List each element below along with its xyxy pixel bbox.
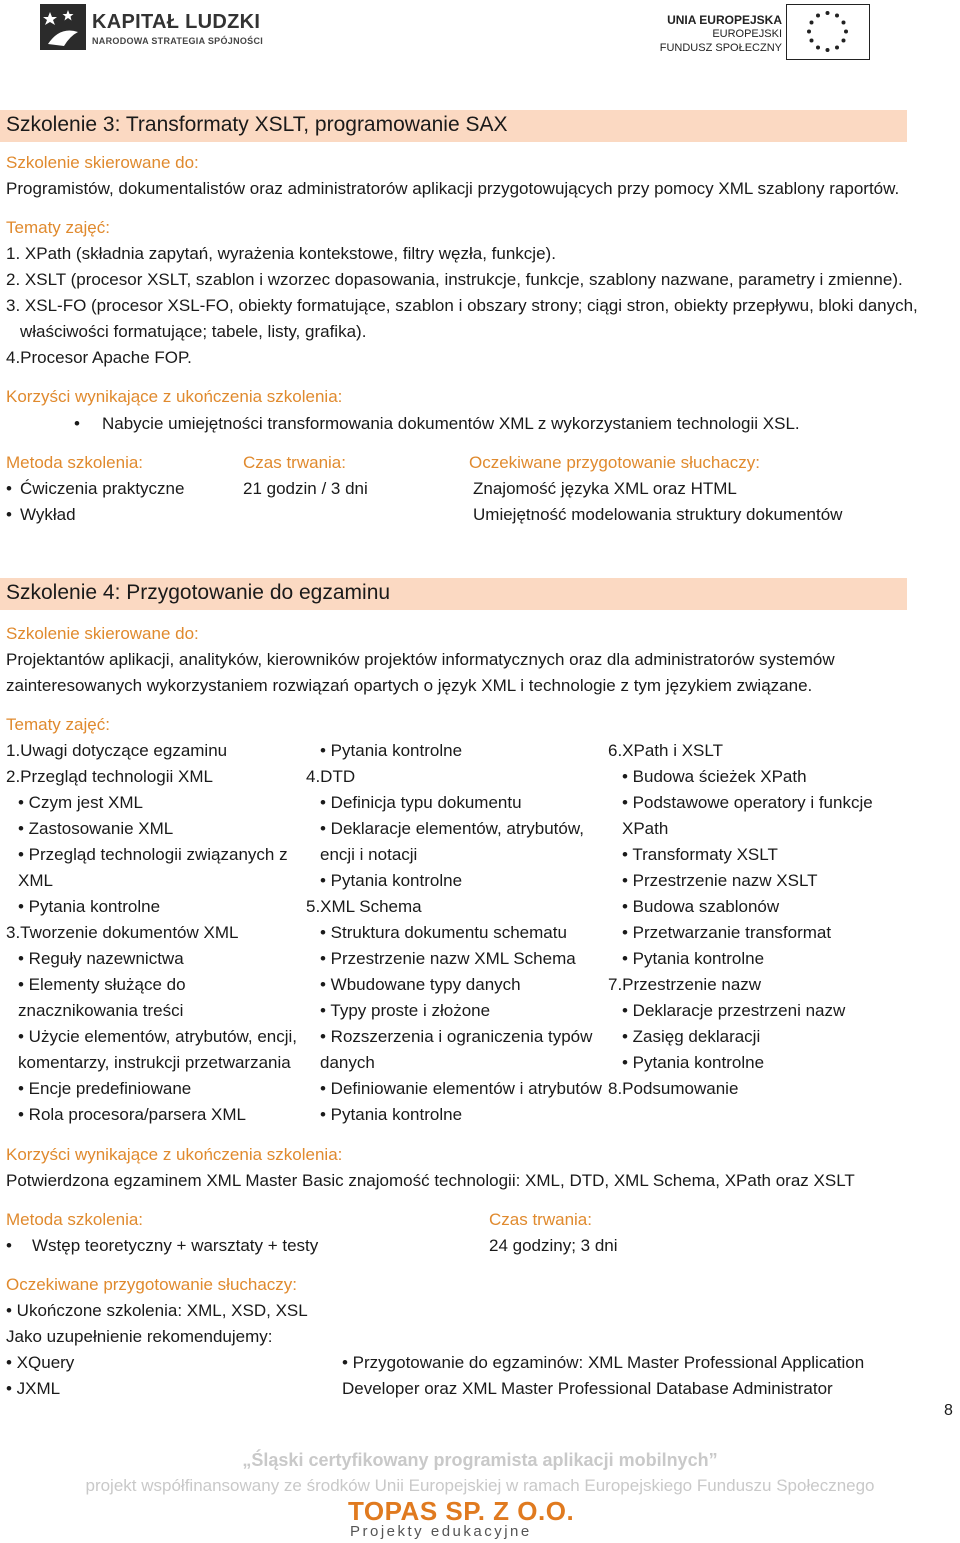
eu-line1: UNIA EUROPEJSKA — [667, 13, 782, 27]
topic-item: • Pytania kontrolne — [18, 897, 161, 916]
topas-logo-subtitle: Projekty edukacyjne — [350, 1523, 532, 1540]
s3-method-2: Wykład — [20, 505, 76, 524]
s3-duration-label: Czas trwania: — [243, 453, 346, 472]
s4-audience-line1: Projektantów aplikacji, analityków, kierowników projektów informatycznych oraz dla administratorów systemów — [6, 650, 835, 669]
section3-title-band — [0, 110, 907, 142]
topic-item: • Przegląd technologii związanych z — [18, 845, 288, 864]
s3-method-bullet-2: • — [6, 505, 12, 524]
footer-project-title: „Śląski certyfikowany programista aplikacji mobilnych” — [242, 1450, 718, 1470]
topic-item: • Reguły nazewnictwa — [18, 949, 184, 968]
topic-item: • Pytania kontrolne — [622, 949, 765, 968]
topic-item: 3.Tworzenie dokumentów XML — [6, 923, 239, 942]
s3-benefit-bullet: • — [74, 414, 80, 433]
s4-rec-left-2: • JXML — [6, 1379, 61, 1398]
topic-item: 7.Przestrzenie nazw — [608, 975, 762, 994]
topic-item: • Transformaty XSLT — [622, 845, 778, 864]
s3-topics-label: Tematy zajęć: — [6, 218, 110, 237]
topic-item: • Pytania kontrolne — [320, 871, 463, 890]
s4-audience-line2: zainteresowanych wykorzystaniem rozwiązań opartych o język XML i technologie z tym językiem związane. — [6, 676, 813, 695]
left-logo-subtitle: NARODOWA STRATEGIA SPÓJNOŚCI — [92, 36, 264, 46]
topic-item: komentarzy, instrukcji przetwarzania — [18, 1053, 291, 1072]
s4-method-label: Metoda szkolenia: — [6, 1210, 144, 1229]
s3-audience: Programistów, dokumentalistów oraz administratorów aplikacji przygotowujących przy pomocy XML szablony raportów. — [6, 179, 900, 198]
kapital-ludzki-logo — [40, 4, 275, 56]
s4-rec-right-1: • Przygotowanie do egzaminów: XML Master Professional Application — [342, 1353, 865, 1372]
topic-item: • Rola procesora/parsera XML — [18, 1105, 246, 1124]
section4-title: Szkolenie 4: Przygotowanie do egzaminu — [6, 581, 391, 604]
s3-topic-3: 3. XSL-FO (procesor XSL-FO, obiekty formatujące, szablon i obszary strony; ciągi stron, obiekty przepływu, bloki danych, — [6, 296, 918, 315]
s3-duration: 21 godzin / 3 dni — [243, 479, 368, 498]
topic-item: • Encje predefiniowane — [18, 1079, 192, 1098]
topic-item: • Definiowanie elementów i atrybutów — [320, 1079, 602, 1098]
s4-topics-label: Tematy zajęć: — [6, 715, 110, 734]
s4-prereq: • Ukończone szkolenia: XML, XSD, XSL — [6, 1301, 308, 1320]
topic-item: • Wbudowane typy danych — [320, 975, 521, 994]
s4-recommend-label: Jako uzupełnienie rekomendujemy: — [6, 1327, 273, 1346]
topic-item: 2.Przegląd technologii XML — [6, 767, 213, 786]
section4-title-band — [0, 578, 907, 610]
s3-method-1: Ćwiczenia praktyczne — [20, 479, 185, 498]
s3-prereq-2: Umiejętność modelowania struktury dokumentów — [473, 505, 843, 524]
s4-method-bullet: • — [6, 1236, 12, 1255]
topic-item: • Zasięg deklaracji — [622, 1027, 761, 1046]
eu-flag-icon — [786, 4, 870, 60]
eu-line3: FUNDUSZ SPOŁECZNY — [659, 42, 782, 54]
topic-item: XPath — [622, 819, 669, 838]
topic-item: 6.XPath i XSLT — [608, 741, 723, 760]
s4-benefit: Potwierdzona egzaminem XML Master Basic znajomość technologii: XML, DTD, XML Schema, XPath oraz XSLT — [6, 1171, 855, 1190]
s3-topic-4: 4.Procesor Apache FOP. — [6, 348, 192, 367]
topic-item: • Deklaracje przestrzeni nazw — [622, 1001, 846, 1020]
left-logo-title: KAPITAŁ LUDZKI — [92, 11, 261, 33]
s4-benefits-label: Korzyści wynikające z ukończenia szkolenia: — [6, 1145, 343, 1164]
topic-item: • Deklaracje elementów, atrybutów, — [320, 819, 584, 838]
s3-benefit: Nabycie umiejętności transformowania dokumentów XML z wykorzystaniem technologii XSL. — [102, 414, 800, 433]
section3-title: Szkolenie 3: Transformaty XSLT, programowanie SAX — [6, 113, 508, 136]
s3-audience-label: Szkolenie skierowane do: — [6, 153, 199, 172]
s3-prereq-label: Oczekiwane przygotowanie słuchaczy: — [469, 453, 761, 472]
topic-item: 4.DTD — [306, 767, 356, 786]
topic-item: • Budowa szablonów — [622, 897, 780, 916]
s3-method-label: Metoda szkolenia: — [6, 453, 144, 472]
s3-topic-1: 1. XPath (składnia zapytań, wyrażenia kontekstowe, filtry węzła, funkcje). — [6, 244, 556, 263]
topic-item: • Struktura dokumentu schematu — [320, 923, 567, 942]
topic-item: • Czym jest XML — [18, 793, 143, 812]
s4-duration: 24 godziny; 3 dni — [489, 1236, 618, 1255]
s4-method: Wstęp teoretyczny + warsztaty + testy — [32, 1236, 319, 1255]
topic-item: • Przetwarzanie transformat — [622, 923, 832, 942]
s4-audience-label: Szkolenie skierowane do: — [6, 624, 199, 643]
topic-item: danych — [320, 1053, 375, 1072]
s4-prereq-label: Oczekiwane przygotowanie słuchaczy: — [6, 1275, 298, 1294]
topic-item: • Definicja typu dokumentu — [320, 793, 522, 812]
s3-benefits-label: Korzyści wynikające z ukończenia szkolenia: — [6, 387, 343, 406]
topic-item: • Pytania kontrolne — [320, 1105, 463, 1124]
topic-item: encji i notacji — [320, 845, 418, 864]
topic-item: znacznikowania treści — [18, 1001, 184, 1020]
topic-item: 5.XML Schema — [306, 897, 422, 916]
topic-item: • Zastosowanie XML — [18, 819, 174, 838]
s3-method-bullet-1: • — [6, 479, 12, 498]
page-number: 8 — [944, 1402, 953, 1419]
eu-logo — [650, 4, 900, 62]
topic-item: • Pytania kontrolne — [320, 741, 463, 760]
footer-funding: projekt współfinansowany ze środków Unii Europejskiej w ramach Europejskiego Funduszu Społecznego — [85, 1476, 875, 1495]
s4-duration-label: Czas trwania: — [489, 1210, 592, 1229]
eu-line2: EUROPEJSKI — [712, 28, 782, 40]
topic-item: • Elementy służące do — [18, 975, 186, 994]
topas-logo: TOPAS SP. Z O.O. — [348, 1496, 575, 1526]
topic-item: • Rozszerzenia i ograniczenia typów — [320, 1027, 593, 1046]
topic-item: • Typy proste i złożone — [320, 1001, 491, 1020]
topic-item: • Pytania kontrolne — [622, 1053, 765, 1072]
s4-rec-left-1: • XQuery — [6, 1353, 75, 1372]
s3-topic-2: 2. XSLT (procesor XSLT, szablon i wzorzec dopasowania, instrukcje, funkcje, szablony nazwane, parametry i zmienne). — [6, 270, 903, 289]
topic-item: • Przestrzenie nazw XML Schema — [320, 949, 576, 968]
topic-item: XML — [18, 871, 53, 890]
s3-prereq-1: Znajomość języka XML oraz HTML — [473, 479, 737, 498]
s4-rec-right-2: Developer oraz XML Master Professional Database Administrator — [342, 1379, 833, 1398]
topic-item: 8.Podsumowanie — [608, 1079, 739, 1098]
topic-item: • Użycie elementów, atrybutów, encji, — [18, 1027, 298, 1046]
s3-topic-3-cont: właściwości formatujące; tabele, listy, grafika). — [20, 322, 367, 341]
topic-item: • Podstawowe operatory i funkcje — [622, 793, 873, 812]
topic-item: 1.Uwagi dotyczące egzaminu — [6, 741, 228, 760]
topic-item: • Budowa ścieżek XPath — [622, 767, 807, 786]
topic-item: • Przestrzenie nazw XSLT — [622, 871, 818, 890]
kapital-ludzki-emblem-icon — [40, 4, 86, 50]
